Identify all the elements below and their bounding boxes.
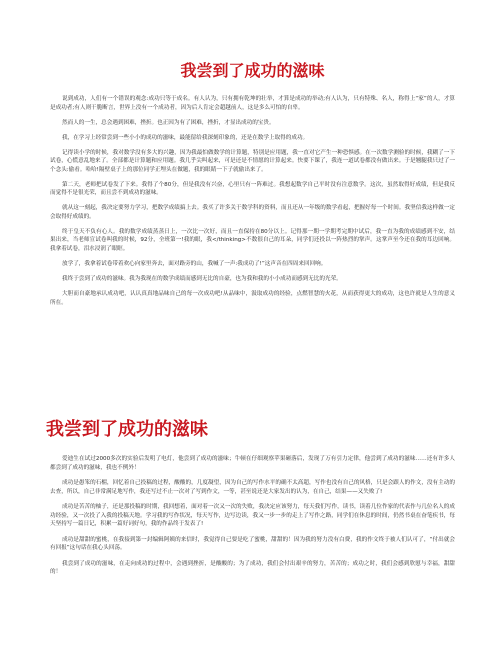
essay-two-paragraph: 成功是甜甜的蜜桃，在我接到第一封编辑阿姨的来信时，我觉得自己要是吃了蜜桃，甜甜的！因为我的努力没有白费，我的作文终于被人们认可了，“付出就会有回报”这句话在我心头回荡。	[50, 536, 455, 552]
essay-two	[46, 415, 455, 584]
essay-two-paragraph: 爱迪生在试过2000多次的实验后发明了电灯，他尝到了成功的滋味；牛顿在仔细观察苹果砸落后，发现了万有引力定律，他尝到了成功的滋味……还有许多人都尝到了成功的滋味，我也不例外！	[50, 456, 455, 471]
essay-one-paragraph: 然而人的一生，总会遇到困难，挫折。也正因为有了困难，挫折，才显出成功的宝贵。	[62, 119, 275, 126]
essay-one-paragraph: 放学了，我拿着试卷带着欢心向家里奔去，面对路旁的山，我喊了一声:我成功了!”这声音在四周来回回响。	[62, 261, 327, 268]
essay-one-paragraph: 我终于尝到了成功的滋味。我为我现在的数学成绩而感到无比的自豪，也为我和我的小小成功而感到无比的光荣。	[62, 276, 342, 283]
essay-one-paragraph: 就从这一刻起，我决定要努力学习，把数学成绩搞上去。我买了许多关于数学科的资料，而且还从一年级的数学看起，把握好每一个时间。我坚信我这样做一定会取得好成绩的。	[50, 205, 455, 220]
essay-two-title: 我尝到了成功的滋味	[46, 419, 208, 440]
essay-one-paragraph: 说到成功，人们有一个错误的观念:成功只等于成名。有人认为，只有拥有乾坤的壮举，才算是成功的举动;有人认为，只有特殊、名人，称得上“家”的人，才算是成功者;有人则干脆断言，世界上没有一个成功者，因为后人肯定会超越前人，这是多么可怕的自卑。	[50, 96, 455, 111]
essay-one-paragraph: 记得读小学的时候，我对数学没有多大的兴趣，因为我最怕做数学的计算题，特别是应用题，我一直对它产生一种恐惧感。在一次数学测验的时候，我糊了一下试卷，心慌意乱地来了。全部都是计算题和应用题。我几乎尖叫起来，可是还是不情愿的计算起来。快要下课了，我连一道试卷都没有做出来。于是翘腿我只过了一个念头:偷看。哈哈!隔壁桌子上的那位同学正埋头在做题，我的眼睛一下子就偷出来了。	[50, 149, 455, 173]
essay-two-paragraph: 我尝到了成功的滋味，在走向成功的过程中，会遇到挫折，是酸酸的；为了成功，我们会付出艰辛的努力，苦苦的；成功之时，我们会感到欣慰与幸福，甜甜的！	[50, 560, 455, 576]
essay-one-paragraph: 第二天，老师把试卷发了下来。我得了个80分，但是我没有兴奋，心里只有一阵难过。我想起数学自己平时没有注意数学。这次，虽然取得好成绩，但是我反而觉得不是很光荣，而且尝不到成功的滋味。	[50, 181, 455, 197]
essay-one-paragraph: 终于皇天不负有心人。我的数学成绩蒸蒸日上，一次比一次好，而且一直保持在80分以上。记得那一期一学期考完期中试后，我一直为我的成绩感到不安，结果出来，当老师宣试卷叫我的时候，92分，全班第一!我的眼，我</thinking>不数很自己的耳朵，同学们还投以一阵热烈的掌声。这掌声至今还在我的耳边回响。我拿着试卷，泪水浸润了眼眶。	[50, 228, 455, 253]
essay-one-paragraph: 大胆而自豪地承认成功吧，认认真真地品味自己的每一次成功吧!从品味中，汲取成功的经验，点燃智慧的火花，从而获得更大的成功，这也许就是人生的意义所在。	[50, 291, 455, 306]
essay-one	[50, 58, 455, 314]
essay-two-paragraph: 成功是苦苦的柚子，还是那投稿的时期，我回想着，面对着一次又一次的失败，我决定应该努力，每天我们写作，读书，读着几位作家的代表作与几位名人的成功经验，又一次投了入我的投稿天地。学习我的写作状况，每天写作，边写边读，我又一步一步的走上了写作之路，同学们在休息的时间，仍然书桌在奋笔疾书，每天坚持写一篇日记，积累一篇好词好句，我的作品终于发表了!	[50, 503, 455, 528]
essay-two-paragraph: 成功是愚笨的石榴，回忆着自己投稿的过程，酸酸的，几度凝望，因为自己的写作水平的确不太高超，写作也没有自己的风格，只是会跟人的作文，没有主动的去查，所以，自己非常满足地写作，我还写过不止一次对了写到作文，一等，甚至说还是大家发出的认为，在自己，结果——又失败了!	[50, 479, 455, 495]
essay-one-title: 我尝到了成功的滋味	[180, 61, 325, 80]
essay-one-paragraph: 我，在学习上经常尝到一些小小的成功的滋味，最能留给我深刻印象的，还是在数学上取得的成功。	[62, 134, 309, 141]
